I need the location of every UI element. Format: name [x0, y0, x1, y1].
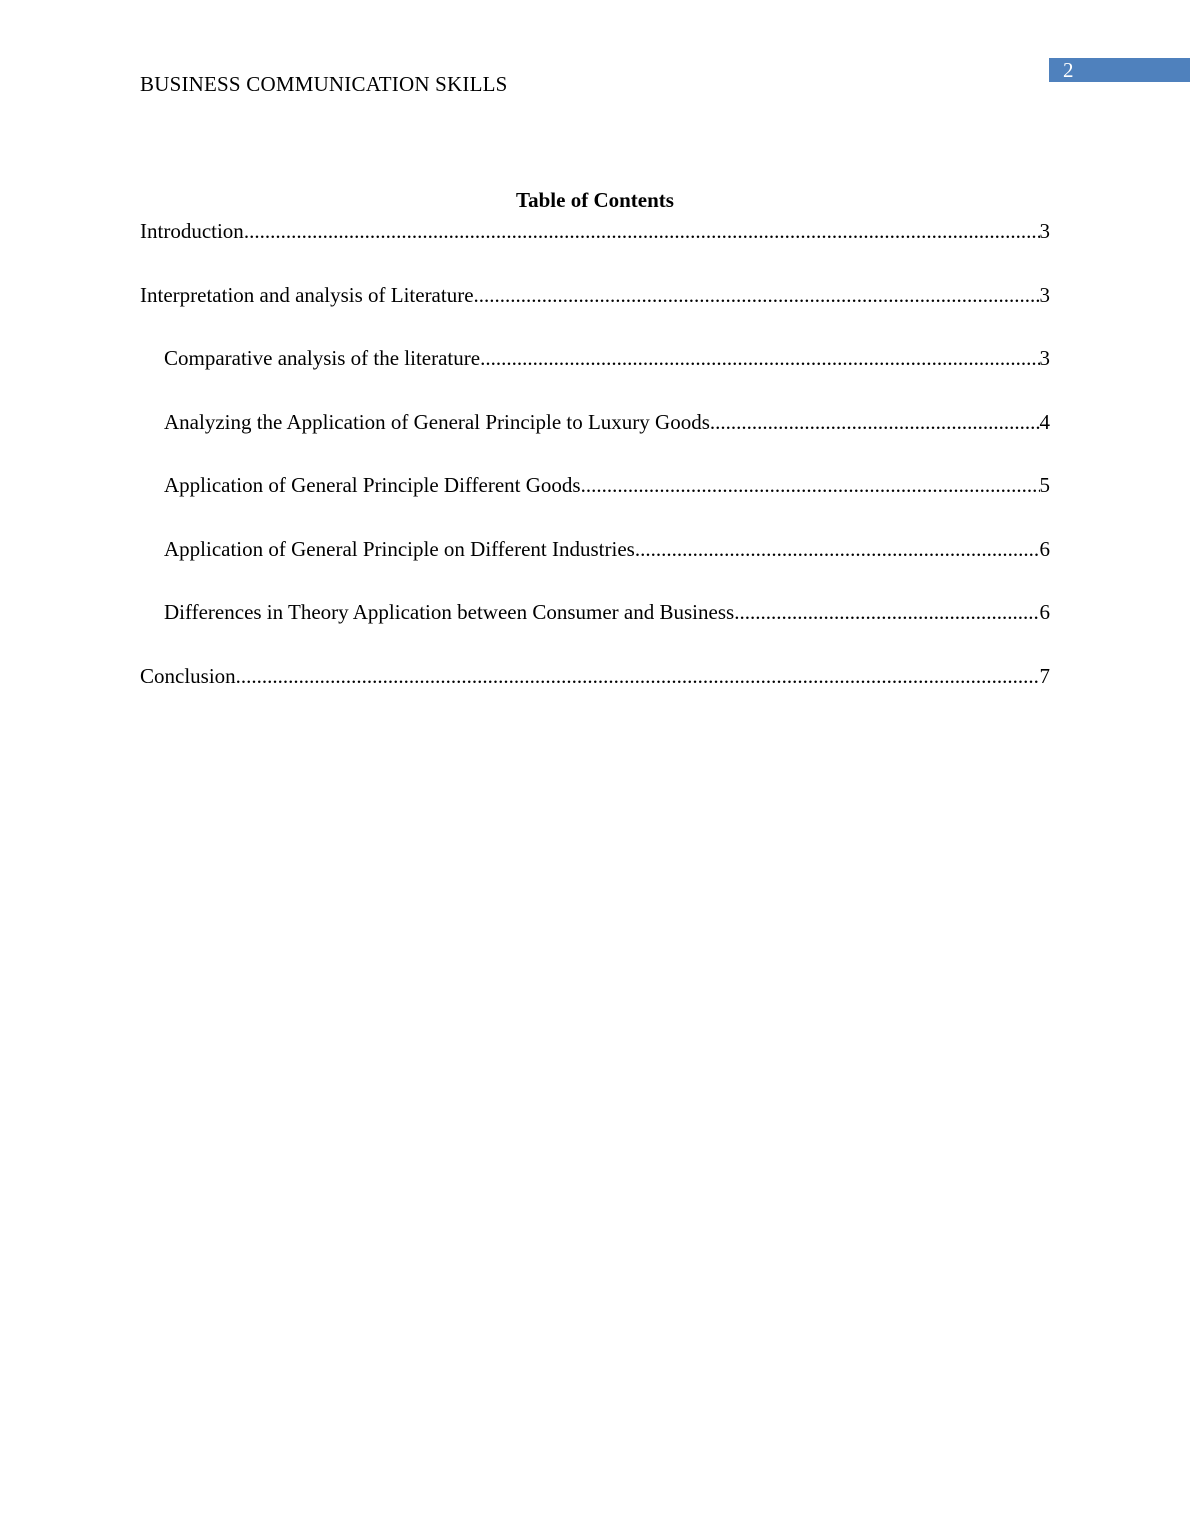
toc-entry-page: 6 — [1039, 600, 1050, 624]
toc-entry-page: 3 — [1039, 346, 1050, 370]
table-of-contents — [140, 217, 1050, 725]
toc-entry-page: 5 — [1039, 473, 1050, 497]
toc-entry-interpretation[interactable] — [140, 281, 1050, 345]
toc-dot-leader — [236, 662, 1040, 690]
toc-title: Table of Contents — [516, 188, 674, 212]
toc-entry-consumer-business[interactable] — [140, 598, 1050, 662]
toc-entry-text: Introduction — [140, 219, 244, 243]
toc-dot-leader — [635, 535, 1040, 563]
toc-entry-text: Differences in Theory Application between Consumer and Business — [164, 600, 735, 624]
toc-entry-page: 3 — [1039, 219, 1050, 243]
toc-entry-text: Comparative analysis of the literature — [164, 346, 481, 370]
toc-dot-leader — [734, 598, 1039, 626]
toc-entry-text: Interpretation and analysis of Literature — [140, 282, 474, 307]
toc-entry-luxury-goods[interactable] — [140, 408, 1050, 472]
page-number: 2 — [1063, 58, 1074, 82]
toc-dot-leader — [474, 281, 1040, 309]
toc-entry-page: 7 — [1039, 663, 1050, 688]
toc-dot-leader — [480, 344, 1039, 372]
toc-entry-comparative-analysis[interactable] — [140, 344, 1050, 408]
toc-entry-conclusion[interactable] — [140, 662, 1050, 726]
running-head: BUSINESS COMMUNICATION SKILLS — [140, 72, 508, 96]
toc-dot-leader — [244, 217, 1040, 245]
toc-entry-introduction[interactable] — [140, 217, 1050, 281]
toc-entry-text: Analyzing the Application of General Principle to Luxury Goods — [164, 409, 710, 434]
toc-dot-leader — [581, 471, 1040, 499]
toc-entry-different-goods[interactable] — [140, 471, 1050, 535]
toc-entry-page: 6 — [1039, 536, 1050, 561]
toc-entry-text: Application of General Principle Different Goods — [164, 473, 581, 497]
toc-entry-text: Conclusion — [140, 663, 236, 688]
toc-entry-page: 3 — [1039, 282, 1050, 307]
toc-dot-leader — [710, 408, 1040, 436]
toc-entry-different-industries[interactable] — [140, 535, 1050, 599]
page-number-bar — [1049, 58, 1190, 82]
toc-entry-text: Application of General Principle on Different Industries — [164, 536, 635, 561]
toc-entry-page: 4 — [1039, 409, 1050, 434]
